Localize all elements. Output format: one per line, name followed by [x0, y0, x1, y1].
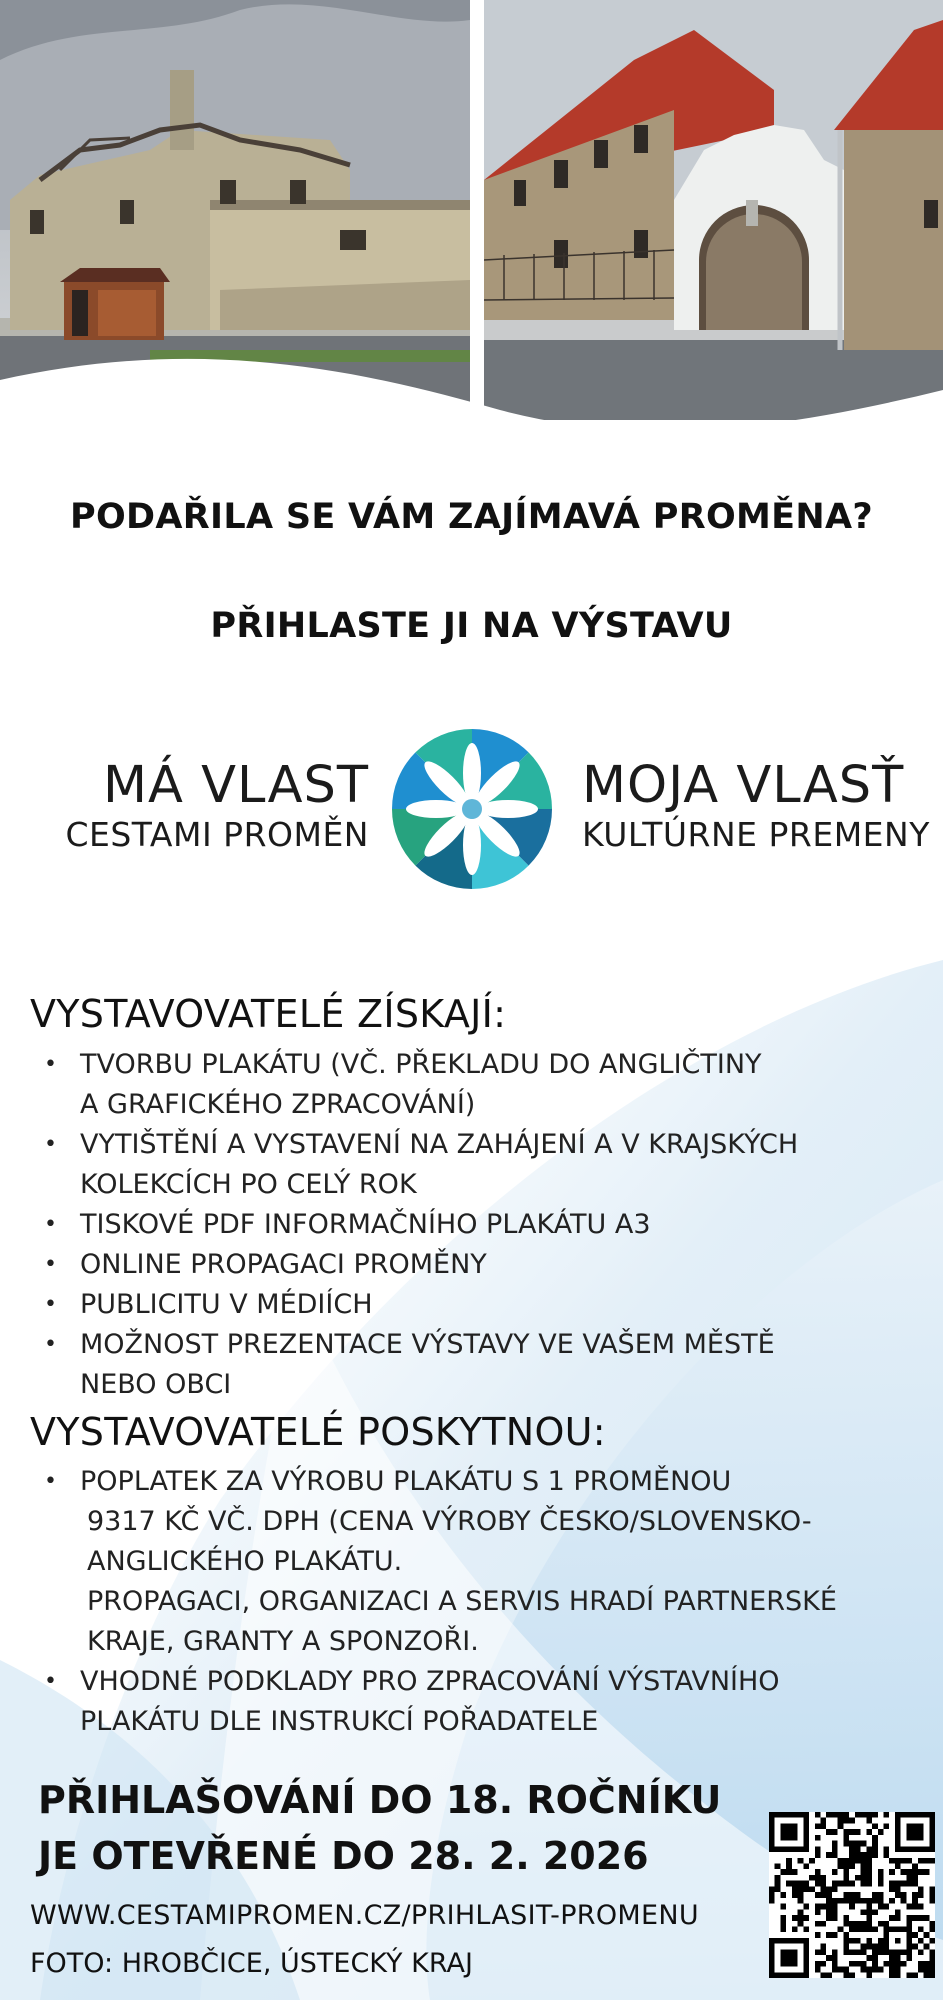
logo-title-czech: MÁ VLAST [103, 756, 369, 815]
list-item-line: • POPLATEK ZA VÝROBU PLAKÁTU S 1 PROMĚNOU [80, 1466, 732, 1497]
list-item [40, 1205, 798, 1245]
list-item-line: 9317 KČ VČ. DPH (CENA VÝROBY ČESKO/SLOVENSKO- [87, 1506, 812, 1537]
deadline-line-2: JE OTEVŘENÉ DO 28. 2. 2026 [38, 1834, 649, 1878]
deadline-line-1: PŘIHLAŠOVÁNÍ DO 18. ROČNÍKU [38, 1778, 722, 1822]
list-item-line: • TVORBU PLAKÁTU (VČ. PŘEKLADU DO ANGLIČTINY [80, 1049, 762, 1080]
logo-subtitle-czech: CESTAMI PROMĚN [65, 815, 369, 854]
list-item [40, 1245, 798, 1285]
list-item [40, 1662, 837, 1742]
list-item-line: KOLEKCÍCH PO CELÝ ROK [80, 1169, 417, 1200]
list-item-line: A GRAFICKÉHO ZPRACOVÁNÍ) [80, 1089, 476, 1120]
flower-logo-icon [391, 728, 553, 890]
registration-link[interactable]: WWW.CESTAMIPROMEN.CZ/PRIHLASIT-PROMENU [30, 1900, 699, 1931]
headline-question: PODAŘILA SE VÁM ZAJÍMAVÁ PROMĚNA? [70, 497, 873, 537]
list-item-line: • PUBLICITU V MÉDIÍCH [80, 1289, 373, 1320]
list-item-line: • MOŽNOST PREZENTACE VÝSTAVY VE VAŠEM MĚSTĚ [80, 1329, 775, 1360]
logo-title-slovak: MOJA VLASŤ [582, 756, 905, 815]
list-item [40, 1125, 798, 1205]
logo-subtitle-slovak: KULTÚRNE PREMENY [582, 815, 930, 854]
list-item [40, 1045, 798, 1125]
logo-text-czech [65, 758, 369, 856]
deadline-announcement [38, 1772, 721, 1884]
headline-call-to-action: PŘIHLASTE JI NA VÝSTAVU [210, 606, 733, 646]
list-item-line: NEBO OBCI [80, 1369, 232, 1400]
list-item-line: • TISKOVÉ PDF INFORMAČNÍHO PLAKÁTU A3 [80, 1209, 651, 1240]
benefits-list [40, 1045, 798, 1405]
requirements-list [40, 1462, 837, 1742]
list-item-line: • VYTIŠTĚNÍ A VYSTAVENÍ NA ZAHÁJENÍ A V KRAJSKÝCH [80, 1129, 799, 1160]
list-item-line: • VHODNÉ PODKLADY PRO ZPRACOVÁNÍ VÝSTAVNÍHO [80, 1666, 780, 1697]
list-item [40, 1285, 798, 1325]
section-title-benefits: VYSTAVOVATELÉ ZÍSKAJÍ: [30, 992, 507, 1036]
list-item [40, 1462, 837, 1662]
list-item [40, 1325, 798, 1405]
list-item-line: • ONLINE PROPAGACI PROMĚNY [80, 1249, 487, 1280]
photo-credit: FOTO: HROBČICE, ÚSTECKÝ KRAJ [30, 1948, 473, 1979]
section-title-requirements: VYSTAVOVATELÉ POSKYTNOU: [30, 1410, 606, 1454]
qr-code-icon[interactable] [769, 1812, 935, 1978]
list-item-line: PROPAGACI, ORGANIZACI A SERVIS HRADÍ PARTNERSKÉ [87, 1586, 837, 1617]
list-item-line: ANGLICKÉHO PLAKÁTU. [87, 1546, 403, 1577]
list-item-line: PLAKÁTU DLE INSTRUKCÍ POŘADATELE [80, 1706, 599, 1737]
photo-wave-divider [0, 330, 943, 450]
logo-text-slovak [582, 758, 930, 856]
list-item-line: KRAJE, GRANTY A SPONZOŘI. [87, 1626, 479, 1657]
